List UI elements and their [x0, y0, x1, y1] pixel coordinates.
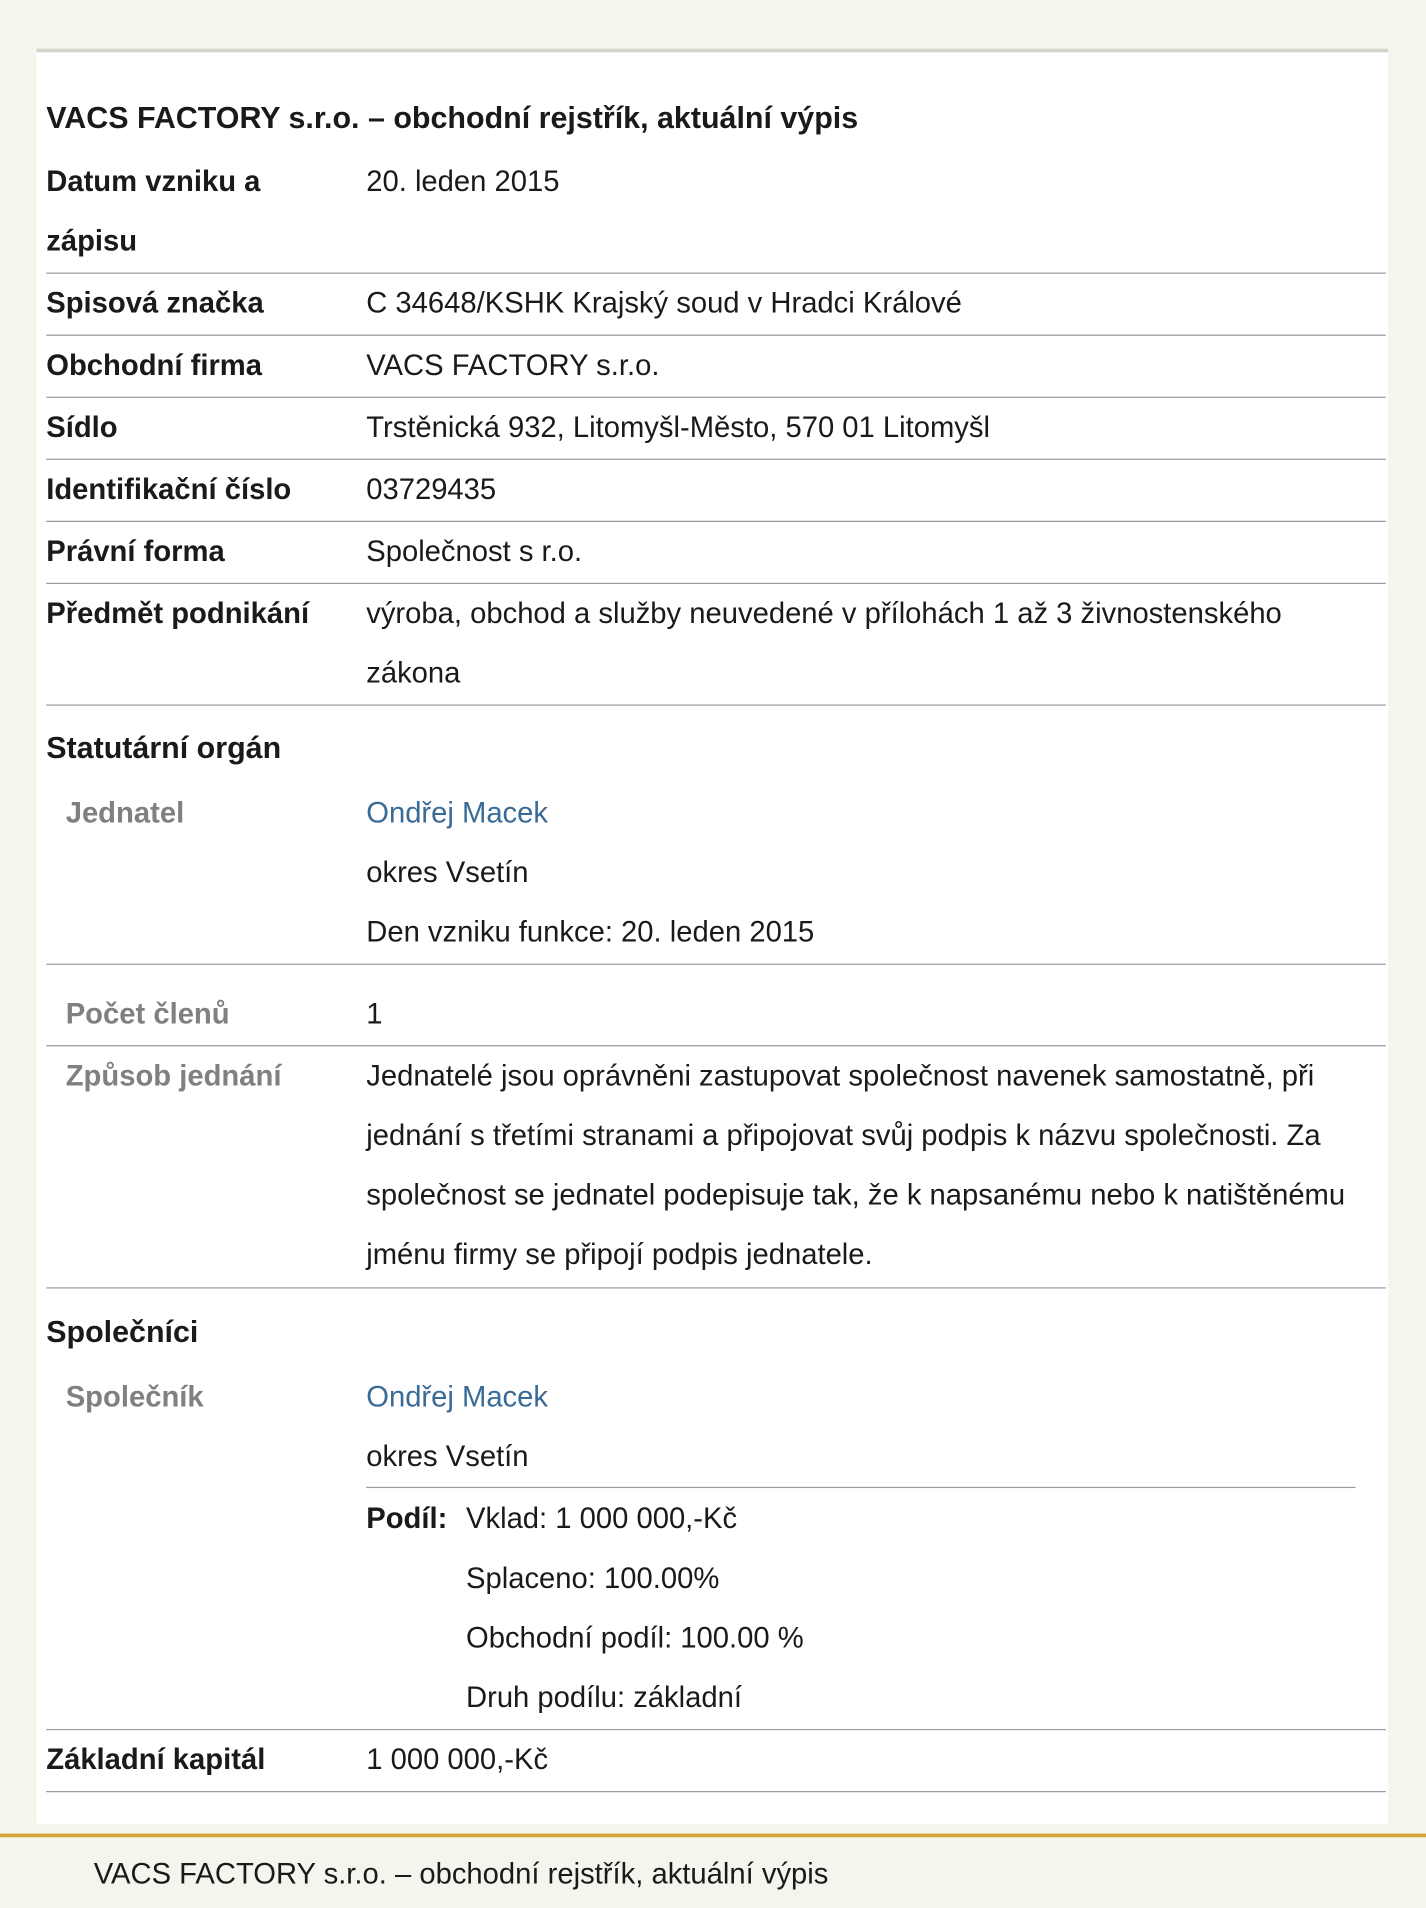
spisova-value: C 34648/KSHK Krajský soud v Hradci Králové — [366, 287, 962, 320]
divider — [46, 1791, 1386, 1792]
datum-label-line2: zápisu — [46, 225, 138, 258]
divider — [46, 964, 1386, 965]
zpusob-jednani-line: jednání s třetími stranami a připojovat svůj podpis k názvu společnosti. Za — [366, 1119, 1321, 1153]
divider — [46, 1287, 1386, 1288]
sidlo-value: Trstěnická 932, Litomyšl-Město, 570 01 Litomyšl — [366, 411, 990, 445]
jednatel-name-link[interactable]: Ondřej Macek — [366, 796, 549, 830]
datum-value: 20. leden 2015 — [366, 165, 560, 199]
firma-label: Obchodní firma — [46, 349, 263, 383]
predmet-label: Předmět podnikání — [46, 597, 310, 631]
spolecnik-label: Společník — [65, 1380, 204, 1414]
footer-title: VACS FACTORY s.r.o. – obchodní rejstřík, aktuální výpis — [93, 1857, 829, 1891]
podil-splaceno: Splaceno: 100.00% — [466, 1562, 720, 1596]
spolecnik-okres: okres Vsetín — [366, 1440, 529, 1474]
zpusob-jednani-line: společnost se jednatel podepisuje tak, že k napsanému nebo k natištěnému — [366, 1179, 1346, 1212]
kapital-value: 1 000 000,-Kč — [366, 1743, 549, 1777]
section-heading-statutarni: Statutární orgán — [46, 731, 282, 766]
sidlo-label: Sídlo — [46, 411, 118, 445]
divider — [46, 704, 1386, 705]
podil-obchodni: Obchodní podíl: 100.00 % — [466, 1621, 804, 1655]
pocet-clenu-value: 1 — [366, 997, 383, 1031]
predmet-value-line1: výroba, obchod a služby neuvedené v přílohách 1 až 3 živnostenského — [366, 597, 1282, 631]
zpusob-jednani-line: Jednatelé jsou oprávněni zastupovat společnost navenek samostatně, při — [366, 1059, 1315, 1093]
spisova-label: Spisová značka — [46, 287, 264, 320]
section-heading-spolecnici: Společníci — [46, 1315, 199, 1350]
forma-value: Společnost s r.o. — [366, 535, 583, 569]
divider — [46, 521, 1386, 522]
divider — [366, 1487, 1355, 1488]
pocet-clenu-label: Počet členů — [65, 997, 230, 1031]
footer-divider — [0, 1834, 1426, 1838]
predmet-value-line2: zákona — [366, 657, 461, 690]
zpusob-jednani-line: jménu firmy se připojí podpis jednatele. — [366, 1238, 873, 1272]
firma-value: VACS FACTORY s.r.o. — [366, 349, 660, 383]
forma-label: Právní forma — [46, 535, 225, 569]
podil-druh: Druh podílu: základní — [466, 1681, 742, 1715]
jednatel-label: Jednatel — [65, 796, 185, 830]
page-title: VACS FACTORY s.r.o. – obchodní rejstřík, aktuální výpis — [46, 100, 859, 136]
ico-value: 03729435 — [366, 473, 497, 507]
jednatel-okres: okres Vsetín — [366, 856, 529, 890]
ico-label: Identifikační číslo — [46, 473, 292, 507]
datum-label-line1: Datum vzniku a — [46, 165, 261, 199]
podil-vklad: Vklad: 1 000 000,-Kč — [466, 1502, 738, 1536]
jednatel-den-vzniku: Den vzniku funkce: 20. leden 2015 — [366, 916, 815, 950]
spolecnik-name-link[interactable]: Ondřej Macek — [366, 1380, 549, 1414]
zpusob-jednani-label: Způsob jednání — [65, 1059, 282, 1093]
kapital-label: Základní kapitál — [46, 1743, 266, 1777]
podil-label: Podíl: — [366, 1502, 448, 1536]
